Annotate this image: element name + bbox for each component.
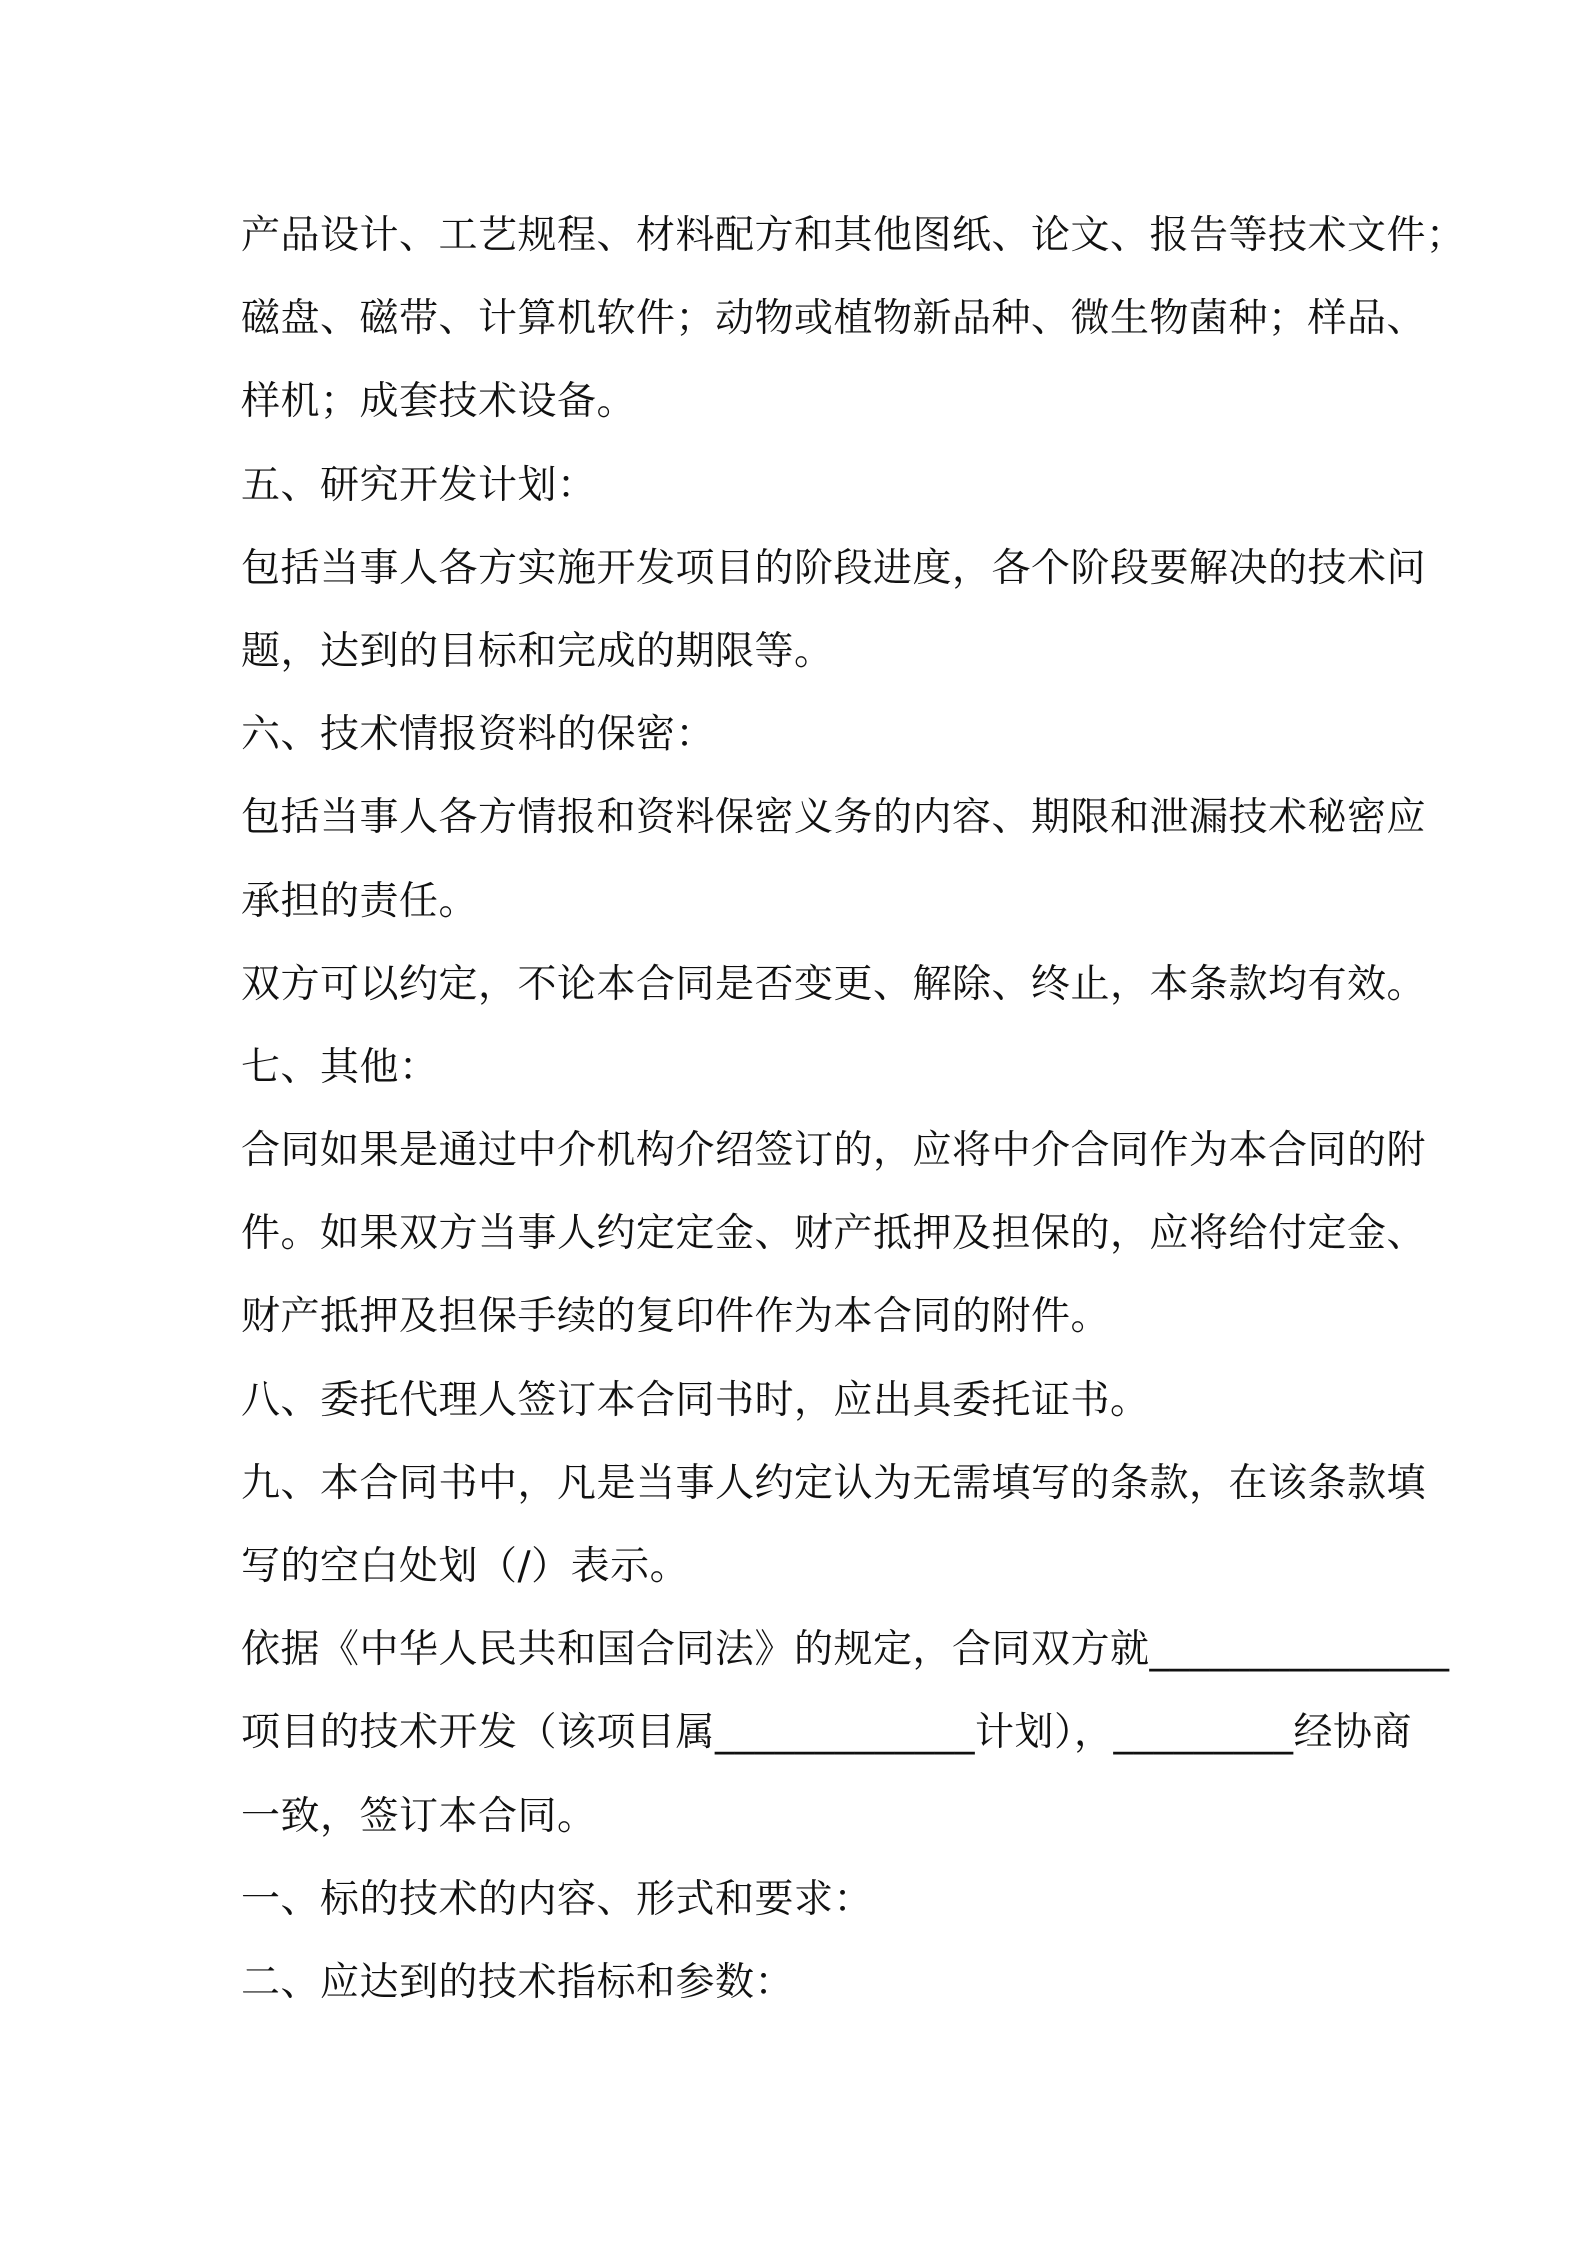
text-line: 写的空白处划（/）表示。 [241,1544,690,1589]
text-line: 项目的技术开发（该项目属_____________计划），_________经协商 [241,1710,1413,1756]
text-line: 双方可以约定，不论本合同是否变更、解除、终止，本条款均有效。 [241,961,1427,1007]
text-line: 样机；成套技术设备。 [241,379,637,425]
text-line: 依据《中华人民共和国合同法》的规定，合同双方就_______________ [241,1627,1450,1673]
text-line: 财产抵押及担保手续的复印件作为本合同的附件。 [241,1294,1111,1340]
text-line: 产品设计、工艺规程、材料配方和其他图纸、论文、报告等技术文件； [241,213,1466,258]
section-heading: 五、研究开发计划： [241,462,597,508]
section-heading: 六、技术情报资料的保密： [241,712,716,758]
document-body [241,194,1466,2024]
section-heading: 七、其他： [241,1044,439,1090]
section-heading: 二、应达到的技术指标和参数： [241,1959,795,2005]
text-line: 件。如果双方当事人约定定金、财产抵押及担保的，应将给付定金、 [241,1211,1427,1257]
text-line: 磁盘、磁带、计算机软件；动物或植物新品种、微生物菌种；样品、 [241,296,1427,342]
section-heading: 一、标的技术的内容、形式和要求： [241,1876,874,1922]
text-line: 包括当事人各方实施开发项目的阶段进度，各个阶段要解决的技术问 [241,545,1427,591]
text-line: 题，达到的目标和完成的期限等。 [241,628,834,674]
section-heading: 九、本合同书中，凡是当事人约定认为无需填写的条款，在该条款填 [241,1460,1427,1506]
text-line: 包括当事人各方情报和资料保密义务的内容、期限和泄漏技术秘密应 [241,795,1427,841]
section-heading: 八、委托代理人签订本合同书时，应出具委托证书。 [241,1377,1150,1423]
text-line: 承担的责任。 [241,878,479,924]
text-line: 合同如果是通过中介机构介绍签订的，应将中介合同作为本合同的附 [241,1128,1427,1174]
text-line: 一致，签订本合同。 [241,1793,597,1839]
